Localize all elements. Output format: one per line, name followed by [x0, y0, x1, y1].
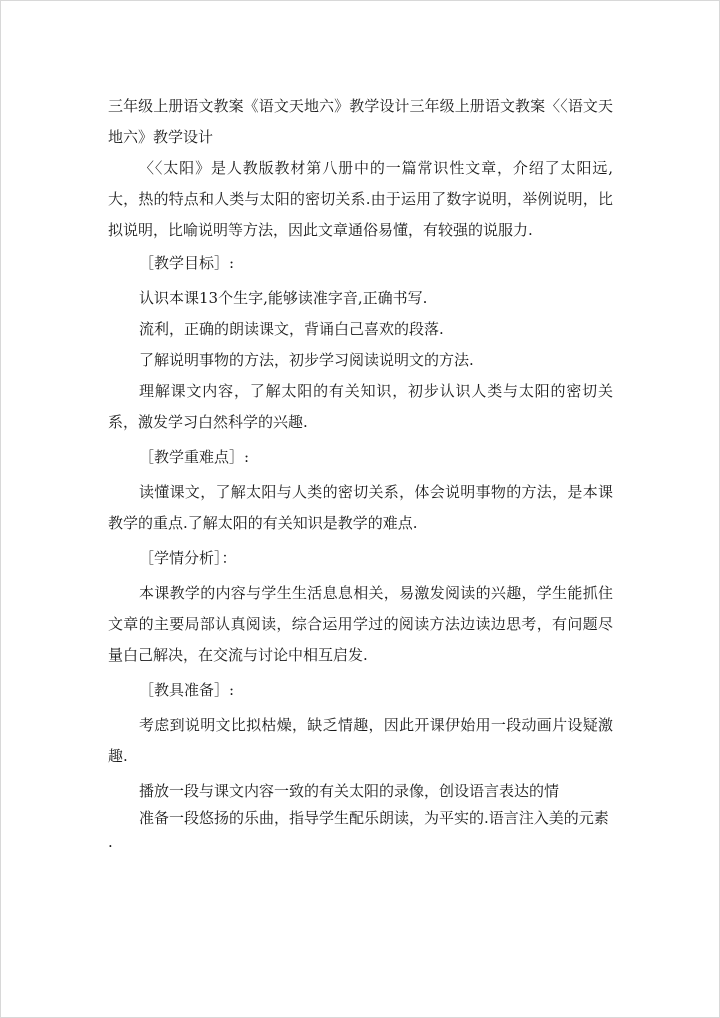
preparation-item: 播放一段与课文内容一致的有关太阳的录像，创设语言表达的情 — [139, 782, 560, 800]
objectives-heading: ［教学目标］: — [139, 254, 235, 272]
objective-item: 流利，正确的朗读课文，背诵白己喜欢的段落. — [139, 320, 444, 338]
key-points-paragraph: 读懂课文，了解太阳与人类的密切关系，体会说明事物的方法，是本课教学的重点.了解太阳的有关知识是教学的难点. — [108, 483, 613, 532]
document-title: 三年级上册语文教案《语文天地六》教学设计三年级上册语文教案〈〈语文天地六》教学设计 — [108, 97, 613, 146]
analysis-heading: ［学情分析］： — [139, 549, 237, 567]
key-points-heading: ［教学重难点］: — [139, 448, 250, 466]
document-body — [108, 91, 613, 850]
preparation-item: 考虑到说明文比拟枯燥，缺乏情趣，因此开课伊始用一段动画片设疑激趣. — [108, 716, 613, 765]
objective-item: 了解说明事物的方法，初步学习阅读说明文的方法. — [139, 351, 474, 369]
preparation-heading: ［教具准备］: — [139, 681, 235, 699]
preparation-item: 准备一段悠扬的乐曲，指导学生配乐朗读，为平实的.语言注入美的元素 — [139, 809, 609, 827]
objective-item: 理解课文内容，了解太阳的有关知识，初步认识人类与太阳的密切关系，激发学习白然科学的兴趣. — [108, 382, 613, 431]
analysis-paragraph: 本课教学的内容与学生生活息息相关，易激发阅读的兴趣，学生能抓住文章的主要局部认真阅读，综合运用学过的阅读方法边读边思考，有问题尽量白己解决，在交流与讨论中相互启发. — [108, 584, 613, 664]
objective-item: 认识本课13个生字,能够读准字音,正确书写. — [139, 289, 428, 307]
trailing-mark: . — [108, 833, 113, 851]
intro-paragraph: 〈〈太阳》是人教版教材第八册中的一篇常识性文章，介绍了太阳远,大，热的特点和人类与太阳的密切关系.由于运用了数字说明，举例说明，比拟说明，比喻说明等方法，因此文章通俗易懂，有较强的说服力. — [108, 159, 613, 239]
